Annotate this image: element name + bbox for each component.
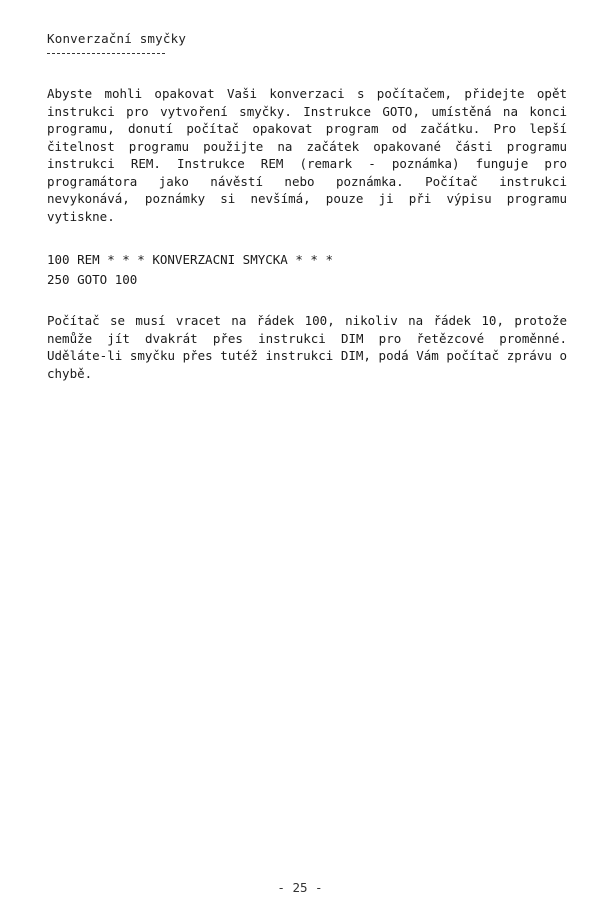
paragraph-intro: Abyste mohli opakovat Vaši konverzaci s počítačem, přidejte opět instrukci pro vytvoření smyčky. Instrukce GOTO, umístěná na konci programu, donutí počítač opakovat program od začátku. Pro lepší čitelnost programu použijte na začátek opakované části programu instrukci REM. Instrukce REM (remark - poznámka) funguje pro programátora jako návěstí nebo poznámka. Počítač instrukci nevykonává, poznámky si nevšímá, pouze ji při výpisu programu vytiskne. — [47, 86, 567, 224]
section-heading: Konverzační smyčky — [47, 31, 187, 46]
paragraph-explanation: Počítač se musí vracet na řádek 100, nikoliv na řádek 10, protože nemůže jít dvakrát přes instrukci DIM pro řetězcové proměnné. Uděláte-li smyčku přes tutéž instrukci DIM, podá Vám počítač zprávu o chybě. — [47, 313, 567, 381]
code-line-rem: 100 REM * * * KONVERZACNI SMYCKA * * * — [47, 252, 333, 267]
code-line-goto: 250 GOTO 100 — [47, 272, 138, 287]
heading-underline — [47, 53, 165, 54]
page-number: - 25 - — [277, 880, 323, 895]
